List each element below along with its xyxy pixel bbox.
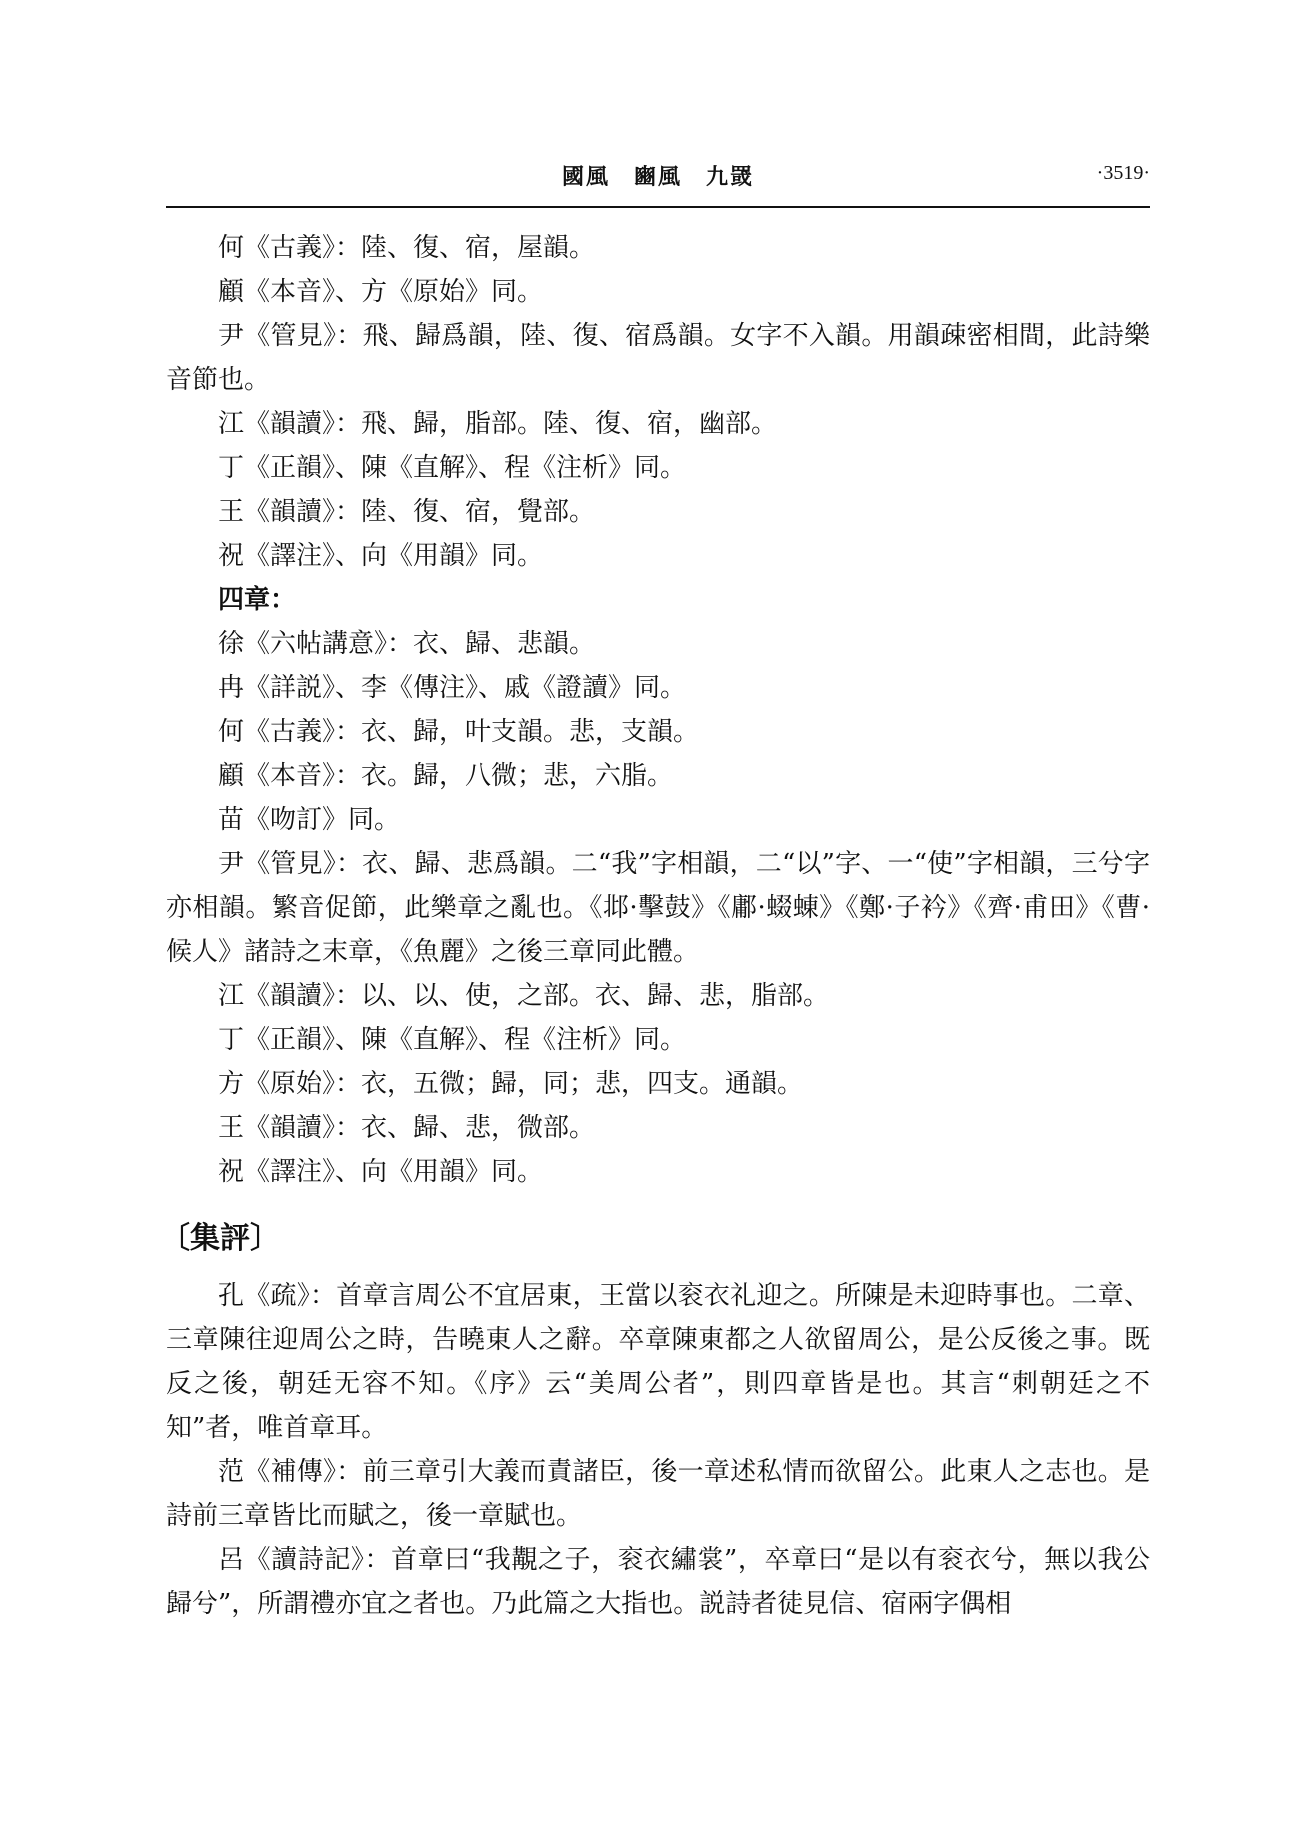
paragraph: 丁《正韻》、陳《直解》、程《注析》同。 bbox=[218, 1025, 687, 1055]
paragraph: 王《韻讀》：陸、復、宿，覺部。 bbox=[218, 497, 596, 527]
paragraph: 徐《六帖講意》：衣、歸、悲韻。 bbox=[218, 629, 596, 659]
paragraph: 呂《讀詩記》：首章曰“我覯之子，衮衣繡裳”，卒章曰“是以有衮衣兮，無以我公歸兮”，所謂禮亦宜之者也。乃此篇之大指也。説詩者徒見信、宿兩字偶相 bbox=[166, 1545, 1150, 1619]
paragraph: 顧《本音》：衣。歸，八微；悲，六脂。 bbox=[218, 761, 674, 791]
paragraph: 祝《譯注》、向《用韻》同。 bbox=[218, 1157, 544, 1187]
paragraph: 范《補傳》：前三章引大義而責諸臣，後一章述私情而欲留公。此東人之志也。是詩前三章皆比而賦之，後一章賦也。 bbox=[166, 1457, 1150, 1531]
paragraph: 何《古義》：衣、歸，叶支韻。悲，支韻。 bbox=[218, 717, 700, 747]
paragraph: 丁《正韻》、陳《直解》、程《注析》同。 bbox=[218, 453, 687, 483]
paragraph: 尹《管見》：衣、歸、悲爲韻。二“我”字相韻，二“以”字、一“使”字相韻，三兮字亦相韻。繁音促節，此樂章之亂也。《邶·擊鼓》《鄘·蝃蝀》《鄭·子衿》《齊·甫田》《曹·候人》諸詩之末章，《魚麗》之後三章同此體。 bbox=[166, 849, 1150, 967]
paragraph: 尹《管見》：飛、歸爲韻，陸、復、宿爲韻。女字不入韻。用韻疎密相間，此詩樂音節也。 bbox=[166, 321, 1150, 395]
paragraph: 冉《詳説》、李《傳注》、戚《證讀》同。 bbox=[218, 673, 687, 703]
paragraph: 江《韻讀》：以、以、使，之部。衣、歸、悲，脂部。 bbox=[218, 981, 830, 1011]
paragraph: 何《古義》：陸、復、宿，屋韻。 bbox=[218, 233, 596, 263]
page-body bbox=[160, 226, 1150, 1626]
paragraph: 江《韻讀》：飛、歸，脂部。陸、復、宿，幽部。 bbox=[218, 409, 778, 439]
paragraph: 孔《疏》：首章言周公不宜居東，王當以衮衣礼迎之。所陳是未迎時事也。二章、三章陳往迎周公之時，告曉東人之辭。卒章陳東都之人欲留周公，是公反後之事。既反之後，朝廷无容不知。《序》云“美周公者”，則四章皆是也。其言“刺朝廷之不知”者，唯首章耳。 bbox=[166, 1281, 1150, 1443]
paragraph: 祝《譯注》、向《用韻》同。 bbox=[218, 541, 544, 571]
paragraph: 苗《吻訂》同。 bbox=[218, 805, 401, 835]
paragraph: 方《原始》：衣，五微；歸，同；悲，四支。通韻。 bbox=[218, 1069, 804, 1099]
paragraph: 顧《本音》、方《原始》同。 bbox=[218, 277, 544, 307]
running-header bbox=[166, 158, 1150, 198]
section-title: 〔集評〕 bbox=[160, 1221, 280, 1256]
paragraph: 王《韻讀》：衣、歸、悲，微部。 bbox=[218, 1113, 596, 1143]
header-rule bbox=[166, 206, 1150, 208]
page-number: ·3519· bbox=[1096, 162, 1150, 184]
header-title: 國風 豳風 九罭 bbox=[561, 164, 754, 190]
subheading-fourth-stanza: 四章： bbox=[218, 585, 297, 615]
